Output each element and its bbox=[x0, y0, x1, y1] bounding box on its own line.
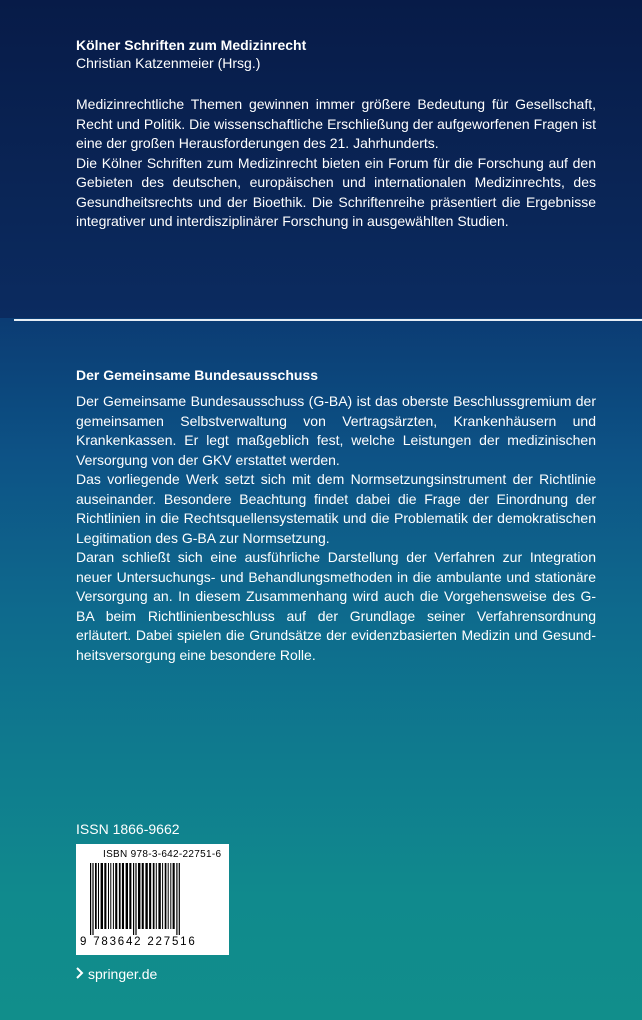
series-paragraph: Die Kölner Schriften zum Medizinrecht bieten ein Forum für die Forschung auf den Gebieten des deutschen, europäischen und internationalen Medizinrechts, des Gesundheitsrechts und der Bioethik. Die Schriftenreihe präsentiert die Ergebnisse integrativer und interdisziplinärer Forschung in ausgewählten Studien. bbox=[76, 154, 596, 229]
barcode-bar bbox=[149, 863, 151, 929]
barcode-bar bbox=[110, 863, 111, 929]
barcode-bar bbox=[113, 863, 114, 929]
issn: ISSN 1866-9662 bbox=[76, 821, 180, 837]
barcode bbox=[76, 844, 229, 955]
barcode-bar bbox=[165, 863, 167, 929]
ean-digits: 9 783642 227516 bbox=[80, 936, 197, 948]
barcode-bar bbox=[158, 863, 160, 929]
publisher-link[interactable] bbox=[76, 965, 157, 983]
barcode-bar bbox=[145, 863, 147, 929]
barcode-bar bbox=[126, 863, 128, 929]
book-title: Der Gemeinsame Bundesausschuss bbox=[76, 367, 318, 383]
chevron-right-icon bbox=[76, 965, 84, 983]
book-description bbox=[76, 392, 596, 665]
barcode-bar bbox=[138, 863, 140, 929]
book-section bbox=[76, 366, 596, 665]
book-paragraph: Das vorliegende Werk setzt sich mit dem Normsetzungsinstrument der Richtlinie auseinander. Besondere Beachtung findet dabei die Frage der Einordnung der Richtlinien in die Rechtsquellensystematik und die Problematik der demokratischen Legitimation des G-BA zur Normsetzung. bbox=[76, 471, 596, 546]
barcode-bar bbox=[179, 863, 180, 935]
barcode-bar bbox=[101, 863, 103, 929]
barcode-bar bbox=[156, 863, 157, 929]
barcode-bar bbox=[176, 863, 177, 935]
series-description bbox=[76, 95, 596, 232]
barcode-bar bbox=[170, 863, 171, 929]
section-divider bbox=[14, 319, 642, 321]
barcode-bars bbox=[88, 863, 220, 935]
barcode-bar bbox=[122, 863, 124, 929]
series-header bbox=[76, 36, 596, 72]
barcode-bar bbox=[95, 863, 97, 929]
barcode-bar bbox=[168, 863, 169, 929]
series-title: Kölner Schriften zum Medizinrecht bbox=[76, 37, 307, 53]
publisher-url[interactable]: springer.de bbox=[88, 966, 158, 982]
barcode-bar bbox=[90, 863, 91, 935]
barcode-bar bbox=[108, 863, 109, 929]
book-paragraph: Der Gemeinsame Bundesausschuss (G-BA) ist das oberste Beschlussgremium der gemeinsamen Selbstverwaltung von Vertragsärzten, Krankenhäusern und Krankenkassen. Er legt maßgeblich fest, welche Leistungen der medizinischen Versorgung von der GKV erstattet werden. bbox=[76, 393, 596, 468]
barcode-bar bbox=[98, 863, 99, 929]
barcode-bar bbox=[119, 863, 121, 929]
series-editor: Christian Katzenmeier (Hrsg.) bbox=[76, 55, 261, 71]
isbn-label: ISBN 978-3-642-22751-6 bbox=[103, 849, 222, 860]
barcode-bar bbox=[153, 863, 155, 929]
barcode-bar bbox=[129, 863, 131, 929]
book-paragraph: Daran schließt sich eine ausführliche Darstellung der Verfahren zur Integration neuer Untersuchungs- und Behandlungsmethoden in die ambulante und stationäre Versorgung an. In diesem Zusammenhang wird auch die Vorgehensweise des G-BA beim Richtlinienbeschluss auf der Grundlage seiner Verfahrensordnung erläutert. Dabei spielen die Grundsätze der evidenzbasierten Medizin und Gesundheitsversorgung eine besondere Rolle. bbox=[76, 549, 596, 663]
barcode-bar bbox=[115, 863, 117, 929]
barcode-bar bbox=[142, 863, 144, 929]
series-paragraph: Medizinrechtliche Themen gewinnen immer größere Bedeutung für Gesellschaft, Recht und Politik. Die wissenschaftliche Erschließung der aufgeworfenen Fragen ist eine der großen Herausforderungen des 21. Jahrhunderts. bbox=[76, 96, 596, 151]
barcode-bar bbox=[133, 863, 134, 935]
barcode-bar bbox=[92, 863, 93, 935]
barcode-bar bbox=[104, 863, 106, 929]
barcode-bar bbox=[173, 863, 175, 929]
barcode-bar bbox=[135, 863, 136, 935]
barcode-bar bbox=[162, 863, 163, 929]
